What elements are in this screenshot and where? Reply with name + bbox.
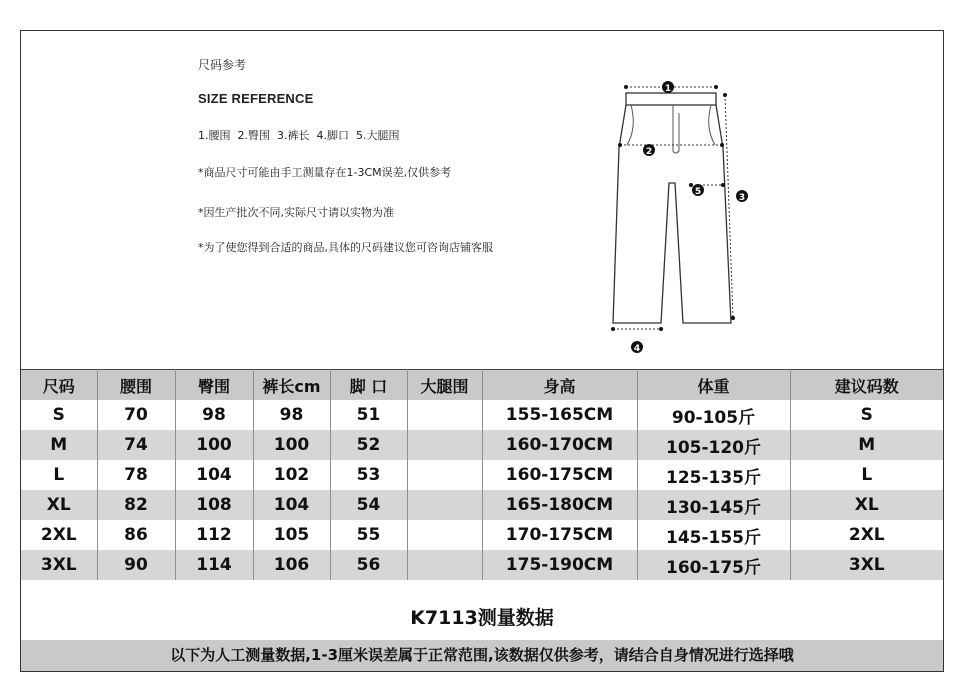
header-recommended-size: 建议码数 <box>790 370 943 401</box>
table-cell: 102 <box>253 460 330 490</box>
table-row <box>21 520 943 550</box>
header-hip: 臀围 <box>175 370 253 401</box>
table-cell: 82 <box>97 490 175 520</box>
table-row <box>21 490 943 520</box>
table-row <box>21 550 943 580</box>
table-cell: 52 <box>330 430 407 460</box>
marker-5-icon <box>692 184 704 197</box>
table-cell: 74 <box>97 430 175 460</box>
table-cell: 90-105斤 <box>637 400 790 430</box>
svg-text:4: 4 <box>633 344 641 354</box>
table-header-row <box>21 370 943 401</box>
table-cell: 56 <box>330 550 407 580</box>
table-row <box>21 430 943 460</box>
note-error-margin: *商品尺寸可能由手工测量存在1-3CM误差,仅供参考 <box>198 166 452 179</box>
size-table <box>21 369 943 580</box>
svg-text:2: 2 <box>645 147 653 157</box>
header-thigh: 大腿围 <box>407 370 482 401</box>
header-size: 尺码 <box>21 370 97 401</box>
table-cell: 104 <box>175 460 253 490</box>
table-cell <box>407 520 482 550</box>
header-leg-opening: 脚 口 <box>330 370 407 401</box>
table-cell: M <box>790 430 943 460</box>
table-cell: 100 <box>253 430 330 460</box>
svg-text:5: 5 <box>694 187 702 197</box>
table-cell: 70 <box>97 400 175 430</box>
table-cell: 51 <box>330 400 407 430</box>
table-cell: S <box>790 400 943 430</box>
table-cell: 130-145斤 <box>637 490 790 520</box>
header-waist: 腰围 <box>97 370 175 401</box>
table-cell: XL <box>790 490 943 520</box>
header-length: 裤长cm <box>253 370 330 401</box>
table-cell: 55 <box>330 520 407 550</box>
reference-title-en: SIZE REFERENCE <box>198 91 314 106</box>
svg-text:3: 3 <box>738 193 746 203</box>
table-cell: 105 <box>253 520 330 550</box>
table-cell: 125-135斤 <box>637 460 790 490</box>
table-cell: 54 <box>330 490 407 520</box>
table-cell: 170-175CM <box>482 520 637 550</box>
marker-2-icon <box>643 144 655 157</box>
note-contact-service: *为了使您得到合适的商品,具体的尺码建议您可咨询店铺客服 <box>198 241 493 254</box>
table-cell: 2XL <box>790 520 943 550</box>
table-cell <box>407 400 482 430</box>
table-cell: 78 <box>97 460 175 490</box>
table-cell: 160-170CM <box>482 430 637 460</box>
table-cell: 175-190CM <box>482 550 637 580</box>
note-batch-difference: *因生产批次不同,实际尺寸请以实物为准 <box>198 206 394 219</box>
table-cell: 3XL <box>21 550 97 580</box>
footer-title: K7113测量数据 <box>21 596 943 640</box>
table-cell: S <box>21 400 97 430</box>
table-cell: 106 <box>253 550 330 580</box>
header-height: 身高 <box>482 370 637 401</box>
table-cell: XL <box>21 490 97 520</box>
table-cell: 160-175CM <box>482 460 637 490</box>
footer-note: 以下为人工测量数据,1-3厘米误差属于正常范围,该数据仅供参考，请结合自身情况进行选择哦 <box>21 640 943 671</box>
table-cell: 100 <box>175 430 253 460</box>
table-cell: 90 <box>97 550 175 580</box>
table-cell: 114 <box>175 550 253 580</box>
table-cell <box>407 430 482 460</box>
table-cell: 145-155斤 <box>637 520 790 550</box>
table-body <box>21 400 943 580</box>
measurement-legend: 1.腰围 2.臀围 3.裤长 4.脚口 5.大腿围 <box>198 129 400 142</box>
table-cell: 3XL <box>790 550 943 580</box>
table-row <box>21 460 943 490</box>
table-cell: 104 <box>253 490 330 520</box>
table-cell: 53 <box>330 460 407 490</box>
table-cell: 86 <box>97 520 175 550</box>
marker-1-icon <box>662 81 674 94</box>
table-cell: L <box>21 460 97 490</box>
pants-measurement-diagram <box>601 73 761 363</box>
table-cell <box>407 550 482 580</box>
svg-text:1: 1 <box>664 84 672 94</box>
table-cell: 160-175斤 <box>637 550 790 580</box>
table-row <box>21 400 943 430</box>
table-cell <box>407 490 482 520</box>
size-reference-section <box>21 31 943 369</box>
reference-title-cn: 尺码参考 <box>198 58 247 72</box>
marker-4-icon <box>631 341 643 354</box>
table-cell: 105-120斤 <box>637 430 790 460</box>
table-cell: 98 <box>175 400 253 430</box>
header-weight: 体重 <box>637 370 790 401</box>
table-cell: L <box>790 460 943 490</box>
table-cell: 98 <box>253 400 330 430</box>
table-cell: 155-165CM <box>482 400 637 430</box>
table-cell: 108 <box>175 490 253 520</box>
table-cell: 165-180CM <box>482 490 637 520</box>
size-chart-card <box>20 30 944 672</box>
table-cell: 112 <box>175 520 253 550</box>
marker-3-icon <box>736 190 748 203</box>
table-cell: M <box>21 430 97 460</box>
table-cell <box>407 460 482 490</box>
table-cell: 2XL <box>21 520 97 550</box>
